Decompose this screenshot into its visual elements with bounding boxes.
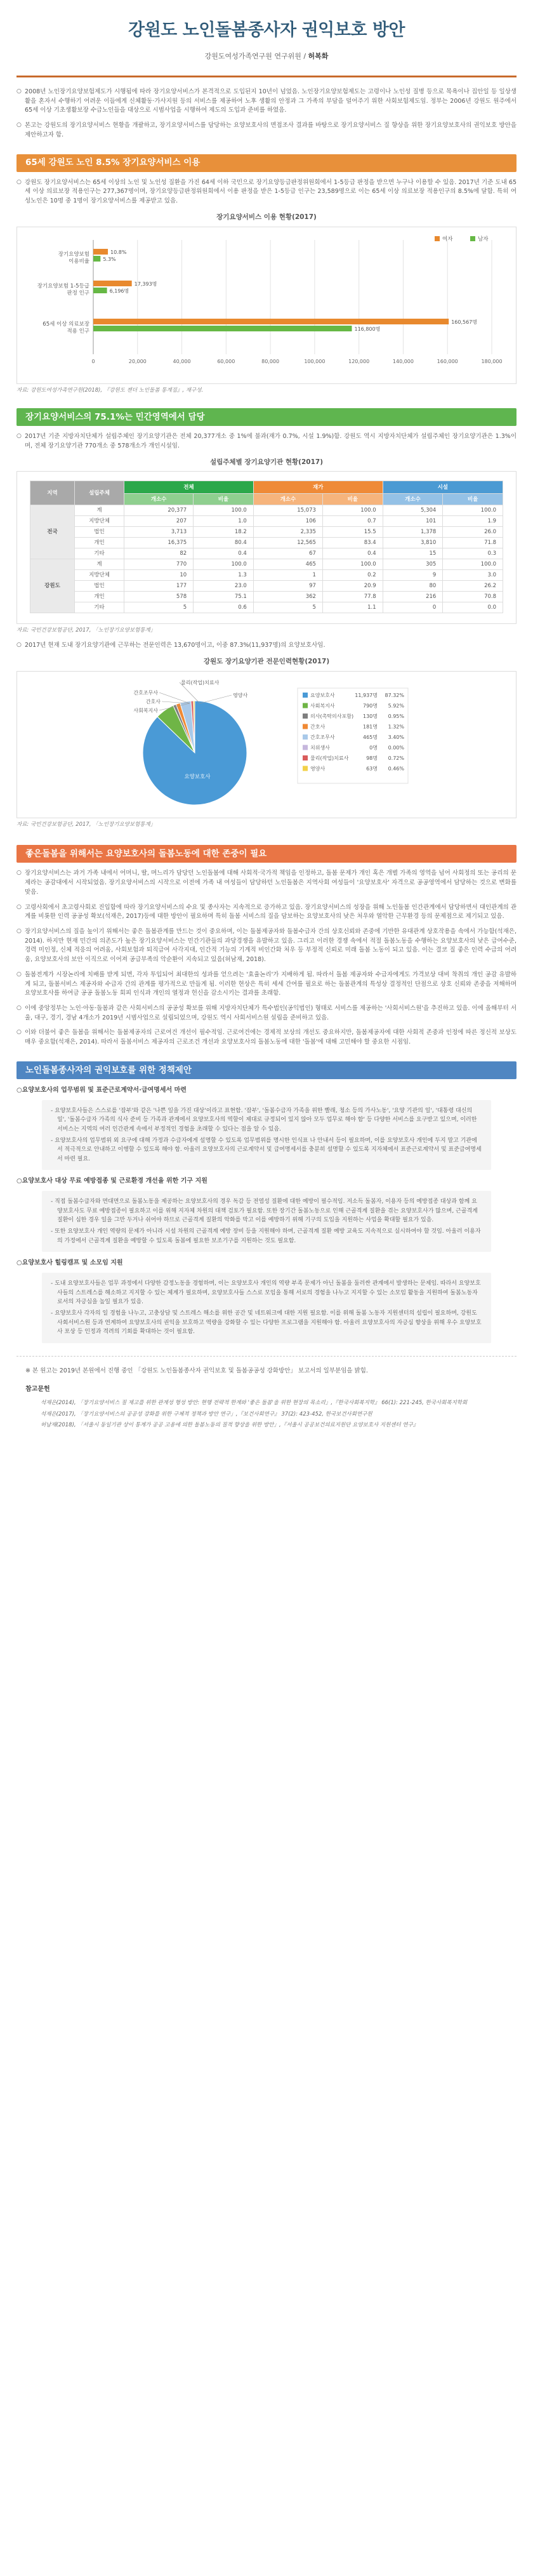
table-row (30, 538, 503, 548)
table-value-cell: 100.0 (443, 559, 503, 570)
pie-label: 요양보호사 (184, 773, 211, 780)
table-value-cell: 15 (383, 548, 443, 559)
section-paragraph: ○ 2017년 기준 지방자치단체가 설립주체인 장기요양기관은 전체 20,377개소 중 1%에 불과(재가 0.7%, 시설 1.9%)함. 강원도 역시 지방자치단체가 설립주체인 장기요양기관은 1.3%이며, 전체 장기요양기관 770개소 중 578개소가 개인시설임. (16, 432, 517, 451)
legend-percent: 0.72% (388, 755, 404, 761)
table-value-cell: 100.0 (322, 505, 383, 516)
table-value-cell: 1.0 (194, 516, 254, 527)
proposal-heading: ○ 요양보호사의 업무범위 및 표준근로계약서·급여명세서 마련 (16, 1086, 517, 1095)
author-line: 강원도여성가족연구원 연구위원 / 허복화 (204, 51, 329, 60)
table-value-cell: 5,304 (383, 505, 443, 516)
section-paragraph: ○ 돌봄전계가 시장논리에 치배를 받게 되면, 각자 투입되어 최대한의 성과를 얻으려는 '효율논리'가 지배하게 됨. 따라서 돌봄 제공자와 수급자에게도 가격보상 대비 착취의 개인 공감 유발하게 되고, 돌봄서비스 제공자와 수급자 간의 관계를 평가적으로 만들게 됨. 이러한 현상은 특히 세세 간여를 필요로 하는 돌봄관계의 특성상 결정적인 단점으로 상호 신뢰와 존중을 저해하며 요양보호사를 하여금 공공 돌봄노동 회피 인식과 개인의 열정과 헌신을 감소시키는 결과를 초래함. (16, 971, 517, 999)
table-value-cell: 23.0 (194, 581, 254, 592)
proposal-heading: ○ 요양보호사 대상 무료 예방접종 및 근로환경 개선을 위한 기구 지원 (16, 1176, 517, 1186)
reference-item: 허남재(2018), 「서울시 동일기관 상이 통계가 공공 고용에 의한 돌봄노동의 질적 향상을 위한 방안」,『서울시 공공보건의료지원단 요양보호사 지원센터 연구』 (41, 1421, 419, 1428)
table-value-cell: 5 (253, 602, 322, 613)
section-paragraph: ○ 이에 중앙정부는 노인·아동·돌봄과 같은 사회서비스의 공공성 확보를 위해 지방자치단체가 특수법인(공익법인) 형태로 서비스를 제공하는 '사회서비스원'을 추진하고 있음. 이에 올해부터 서울, 대구, 경기, 경남 4개소가 2019년 시범사업으로 설립되었으며, 강원도 역시 사회서비스원 설립을 준비하고 있음. (16, 1004, 517, 1023)
category-label: 장기요양보험 이용비율 (58, 251, 89, 265)
legend-swatch (303, 766, 308, 771)
intro-paragraph: ○ 2008년 노인장기요양보험제도가 시행됨에 따라 장기요양서비스가 본격적으로 도입된지 10년이 넘었음. 노인장기요양보험제도는 고령이나 노인성 질병 등으로 목욕이나 집안일 등 일상생활을 혼자서 수행하기 어려운 이들에게 신체활동·가사지원 등의 서비스를 제공하여 노후 생활의 안정과 그 가족의 부담을 덜어주기 위한 사회보험제도임. 정부는 2006년 강원도 원주에서 65세 이상 기초생활보장 수급노인들을 대상으로 시범사업을 시행하여 제도의 도입과 준비를 하였음. (16, 88, 517, 116)
legend-swatch (470, 236, 475, 241)
section-body (16, 1086, 517, 1343)
section-body (16, 869, 517, 1047)
table-value-cell: 80 (383, 581, 443, 592)
table-region-cell: 강원도 (30, 559, 75, 613)
table-value-cell: 0.2 (322, 570, 383, 581)
table-value-cell: 82 (124, 548, 194, 559)
legend-label: 의사(촉탁의사포함) (310, 713, 354, 719)
category-label: 장기요양보험 1-5등급 판정 인구 (37, 282, 89, 296)
legend-percent: 3.40% (388, 734, 404, 740)
table-value-cell: 465 (253, 559, 322, 570)
table-value-cell: 12,565 (253, 538, 322, 548)
pie-chart (17, 672, 516, 818)
table-type-cell: 계 (75, 505, 124, 516)
bar-data-label: 5.3% (103, 256, 116, 262)
x-tick-label: 160,000 (437, 358, 458, 364)
subheader: 비율 (443, 494, 503, 505)
bar (93, 256, 100, 262)
bar (93, 249, 108, 255)
table-value-cell: 1.9 (443, 516, 503, 527)
table-value-cell: 3,713 (124, 527, 194, 538)
bar-data-label: 17,393명 (134, 281, 157, 287)
pie-chart-box (16, 671, 517, 818)
table-value-cell: 26.0 (443, 527, 503, 538)
legend-swatch (303, 734, 308, 740)
table-value-cell: 16,375 (124, 538, 194, 548)
proposal-detail: - 요양보호사 각자의 일 경험을 나누고, 고충상담 및 스트레스 해소를 위한 공간 및 네트워크에 대한 지원 필요함. 이를 위해 돌봄 노동자 지원센터의 설립이 필요하며, 강원도 사회서비스원 등과 연계하여 요양보호사의 권익을 보호하고 역량을 강화할 수 있는 다양한 프로그램을 지원해야 함. 아울러 요양보호사의 자긍심 향상을 위해 우수 요양보호사 포상 등 인정과 격려의 기회를 확대하는 것이 필요함. (51, 1309, 482, 1336)
table-value-cell: 1,378 (383, 527, 443, 538)
chart-source: 자료: 국민건강보험공단, 2017, 「노인장기요양보험통계」 (16, 821, 156, 828)
chart-title: 장기요양서비스 이용 현황(2017) (216, 213, 317, 221)
proposal-detail: - 요양보호사의 업무범위 외 요구에 대해 가정과 수급자에게 설명할 수 있도록 업무범위를 명시한 인식표 나 안내서 등이 필요하며, 이를 요양보호사 개인에 두지 말고 기관에서 적극적으로 안내하고 이행할 수 있도록 해야 함. 아울러 요양보호사의 근로계약서 및 급여명세서를 충분히 설명할 수 있도록 지자체에서 표준근로계약서 및 표준급여명세서 마련 필요. (51, 1136, 482, 1164)
table-value-cell: 3.0 (443, 570, 503, 581)
legend-swatch (303, 714, 308, 719)
bar-data-label: 160,567명 (451, 319, 478, 325)
legend-label: 영양사 (310, 766, 326, 772)
table-value-cell: 0.0 (443, 602, 503, 613)
table-value-cell: 100.0 (443, 505, 503, 516)
page-title: 강원도 노인돌봄종사자 권익보호 방안 (128, 20, 405, 40)
references-title: 참고문헌 (25, 1386, 50, 1393)
table-value-cell: 15.5 (322, 527, 383, 538)
legend-label: 치위생사 (310, 745, 330, 751)
section-paragraph: ○ 이와 더불어 좋은 돌봄을 위해서는 돌봄제공자의 근로여건 개선이 필수적임. 근로여건에는 경제적 보상의 개선도 중요하지만, 돌봄제공자에 대한 사회적 존중과 인정에 따른 정신적 보상도 매우 중요함(석재은, 2014). 따라서 돌봄서비스 제공자의 근로조건 개선과 요양보호사의 돌봄노동에 대한 '돌봄'에 대해 고민해야 할 중요한 시점임. (16, 1028, 517, 1047)
x-tick-label: 60,000 (217, 358, 235, 364)
legend-label: 사회복지사 (310, 703, 335, 709)
x-tick-label: 180,000 (481, 358, 503, 364)
subheader: 개소수 (253, 494, 322, 505)
table-value-cell: 1.1 (322, 602, 383, 613)
section-heading: 노인돌봄종사자의 권익보호를 위한 정책제안 (16, 1061, 517, 1079)
bar-data-label: 116,800명 (354, 326, 381, 332)
table-value-cell: 1.3 (194, 570, 254, 581)
subheader: 비율 (322, 494, 383, 505)
legend-label: 요양보호사 (310, 692, 335, 698)
x-tick-label: 80,000 (261, 358, 280, 364)
table-value-cell: 305 (383, 559, 443, 570)
bar (93, 281, 132, 286)
table-value-cell: 80.4 (194, 538, 254, 548)
table-value-cell: 3,810 (383, 538, 443, 548)
header-home: 재가 (253, 481, 383, 494)
table-title: 설립주체별 장기요양기관 현황(2017) (210, 458, 323, 466)
table-value-cell: 207 (124, 516, 194, 527)
proposal-heading: ○ 요양보호사 힐링캠프 및 소모임 지원 (16, 1258, 517, 1268)
table-row (30, 505, 503, 516)
subheader: 개소수 (124, 494, 194, 505)
proposal-detail: - 요양보호사들은 스스로를 '잡부'와 같은 '나쁜 일을 가진 대상'이라고 표현함. '잡부', '돌봄수급자 가족을 위한 빨래, 청소 등의 가사노동', '요양 기관의 일', '대통령 대신의 일', '돌봄수급자 가족의 식사 준비 등 가족과 관계에서 요양보호사의 역할이 제대로 규정되어 있지 않아 모두 업무로 해야 함' 등 다양한 서비스를 요구받고 있으며, 이러한 서비스는 지역의 여러 인간관계 속에서 부정적인 경험을 초래할 수 있다는 점을 알 수 있음. (51, 1106, 482, 1134)
table-value-cell: 26.2 (443, 581, 503, 592)
pie-leader-line (200, 695, 232, 703)
pie-label: 영양사 (233, 692, 248, 698)
table-value-cell: 177 (124, 581, 194, 592)
proposal-box (42, 1191, 491, 1252)
table-row (30, 516, 503, 527)
section-heading: 65세 강원도 노인 8.5% 장기요양서비스 이용 (16, 154, 517, 172)
legend-value: 181명 (363, 724, 378, 730)
legend-swatch (303, 755, 308, 760)
table-type-cell: 계 (75, 559, 124, 570)
chart-source: 자료: 강원도여성가족연구원(2018), 『강원도 젠더 노인돌봄 통계집』, 재구성. (16, 387, 204, 394)
section-paragraph: ○ 장기요양서비스는 과거 가족 내에서 어머니, 딸, 며느리가 담당던 노인돌봄에 대해 사회적·국가적 책임을 인정하고, 돌봄 문제가 개인 혹은 개별 가족의 영역을 넘어 사회정의 또는 공리의 문제라는 공감대에서 시작되었음. 장기요양서비스의 시작으로 이전에 가족 내 여성들이 담당하던 노인돌봄은 지역사회 여성들이 '요양보호사' 자격으로 공공영역에서 담당하는 것으로 변화를 맞음. (16, 869, 517, 897)
table-value-cell: 100.0 (322, 559, 383, 570)
legend-label: 여자 (442, 236, 453, 242)
x-tick-label: 100,000 (304, 358, 326, 364)
table-type-cell: 법인 (75, 527, 124, 538)
table-row (30, 548, 503, 559)
table-row (30, 570, 503, 581)
reference-item: 석재은(2014), 「장기요양서비스 질 제고를 위한 관계성 형성 방안: 현행 전략적 한계와 '좋은 돌봄'을 위한 현장의 목소리」,『한국사회복지학』 66(1): 221-245, 한국사회복지학회 (41, 1400, 468, 1407)
table-value-cell: 578 (124, 592, 194, 602)
section-paragraph: ○ 강원도 장기요양서비스는 65세 이상의 노인 및 노인성 질환을 가진 64세 이하 국민으로 장기요양등급판정위원회에서 1-5등급 판정을 받으면 누구나 이용할 수 있음. 2017년 기준 도내 65세 이상 의료보장 적용인구는 277,367명이며, 장기요양등급판정위원회에서 이용 판정을 받은 1-5등급 인구는 23,589명으로 이는 65세 이상 의료보장 적용인구의 8.5%에 달함. 특히 여성노인은 10명 중 1명이 장기요양서비스를 제공받고 있음. (16, 178, 517, 206)
table-value-cell: 0.7 (322, 516, 383, 527)
table-value-cell: 0.4 (194, 548, 254, 559)
legend-value: 0명 (369, 745, 378, 751)
table-value-cell: 9 (383, 570, 443, 581)
table-value-cell: 67 (253, 548, 322, 559)
legend-label: 간호조무사 (310, 734, 335, 740)
table-type-cell: 지방단체 (75, 516, 124, 527)
table-type-cell: 기타 (75, 548, 124, 559)
proposal-box (42, 1100, 491, 1170)
proposal-detail: - 도내 요양보호사들은 업무 과정에서 다양한 감정노동을 경험하며, 이는 요양보호사 개인의 역량 부족 문제가 아닌 돌봄을 둘러싼 관계에서 발생하는 문제임. 따라서 요양보호사들의 스트레스를 해소하고 지지할 수 있는 체계가 필요하며, 요양보호사들 스스로 모임을 통해 서로의 경험을 나누고 지지할 수 있는 소모임 활동을 지원하여 돌봄노동자로서의 자긍심을 높일 필요가 있음. (51, 1279, 482, 1306)
bar-data-label: 10.8% (110, 249, 127, 255)
header-divider (16, 76, 517, 77)
pie-label: 물리(작업)치료사 (181, 679, 220, 686)
section-paragraph: ○ 2017년 현재 도내 장기요양기관에 근무하는 전문인력은 13,670명이고, 이중 87.3%(11,937명)의 요양보호사임. (16, 641, 517, 651)
table-value-cell: 77.8 (322, 592, 383, 602)
table-value-cell: 97 (253, 581, 322, 592)
table-type-cell: 법인 (75, 581, 124, 592)
table-type-cell: 기타 (75, 602, 124, 613)
table-box (16, 471, 517, 624)
x-tick-label: 120,000 (348, 358, 370, 364)
table-value-cell: 20,377 (124, 505, 194, 516)
header (0, 0, 533, 77)
legend-value: 465명 (363, 734, 378, 740)
legend-percent: 1.32% (388, 724, 404, 730)
pie-label: 간호사 (145, 698, 161, 705)
table-region-cell: 전국 (30, 505, 75, 559)
table-type-cell: 개인 (75, 592, 124, 602)
table-value-cell: 0.3 (443, 548, 503, 559)
table-value-cell: 106 (253, 516, 322, 527)
table-row (30, 581, 503, 592)
legend-percent: 0.00% (388, 745, 404, 751)
bar-chart-box (16, 227, 517, 384)
table-value-cell: 1 (253, 570, 322, 581)
legend-swatch (303, 693, 308, 698)
reference-item: 석재은(2017), 「장기요양서비스의 공공성 강화를 위한 구체적 정책과 방안 연구」,『보건사회연구』 37(2): 423-452, 한국보건사회연구원 (41, 1411, 372, 1417)
table-value-cell: 101 (383, 516, 443, 527)
table-value-cell: 0.6 (194, 602, 254, 613)
legend-label: 남자 (478, 236, 489, 242)
x-tick-label: 20,000 (128, 358, 147, 364)
x-tick-label: 140,000 (392, 358, 414, 364)
table-value-cell: 83.4 (322, 538, 383, 548)
legend-label: 간호사 (310, 724, 326, 730)
intro (0, 88, 533, 140)
legend-percent: 87.32% (385, 692, 404, 698)
table-value-cell: 5 (124, 602, 194, 613)
table-value-cell: 0 (383, 602, 443, 613)
legend-value: 11,937명 (355, 692, 378, 698)
legend-percent: 5.92% (388, 703, 404, 709)
legend-swatch (303, 745, 308, 750)
pie-label: 간호조무사 (133, 689, 158, 696)
table-source: 자료: 국민건강보험공단, 2017, 「노인장기요양보험통계」 (16, 627, 156, 634)
header-total: 전체 (124, 481, 254, 494)
reference-list (16, 1399, 517, 1429)
proposal-detail: - 또한 요양보호사 개인 역량의 문제가 아니라 시설 차원의 근골격계 예방 장비 등을 지원해야 하며, 근골격계 질환 예방 교육도 지속적으로 실시하여야 할 것임. 아울러 이용자의 가정에서 근골격계 질환을 예방할 수 있도록 돌봄에 필요한 보조기구를 지원하는 것도 필요함. (51, 1227, 482, 1245)
section-paragraph: ○ 장기요양서비스의 질을 높이기 위해서는 좋은 돌봄관계를 만드는 것이 중요하며, 이는 돌봄제공자와 돌봄수급자 간의 상호신뢰와 존중에 기반한 유대관계 상호작용을 속에서 가능함(석재은, 2014). 하지만 현재 민간의 의존도가 높은 장기요양서비스는 민간기관들의 과당경쟁을 유발하고 있음. 그리고 이러한 경쟁 속에서 적절 돌봄노동을 수행하는 요양보호사의 낮은 급여수준, 경력 미인정, 신체 적응의 어려움, 사회보험과 퇴직급여 사각지대, 인간적 기능의 기계적 비인간화 처우 등 부정적 신뢰로 미래 돌봄 노동이 되고 있음. 이는 결코 질 좋은 인력 수급의 어려움, 요양보호사의 보안 이직으로 이어져 공급부족의 악순환이 지속되고 있음(허남재, 2018). (16, 927, 517, 965)
table-value-cell: 100.0 (194, 505, 254, 516)
table-value-cell: 770 (124, 559, 194, 570)
section-heading: 좋은돌봄을 위해서는 요양보호사의 돌봄노동에 대한 존중이 필요 (16, 845, 517, 863)
x-tick-label: 40,000 (173, 358, 191, 364)
legend-swatch (303, 724, 308, 729)
subheader: 개소수 (383, 494, 443, 505)
proposal-detail: - 직접 돌봄수급자와 면대면으로 돌봄노동을 제공하는 요양보호사의 경우 독감 등 전염성 질환에 대한 예방이 필수적임. 저소득 돌봄자, 이용자 등의 예방접종 대상과 함께 요양보호사도 무료 예방접종이 필요하고 이를 위해 지자체 차원의 대책 검토가 필요함. 또한 장기간 돌봄노동으로 인해 근골격계 질환을 겪는 요양보호사가 많으며, 근골격계 질환이 심한 경우 일을 그만 두거나 쉬어야 하므로 근골격계 질환의 악화를 막고 이를 예방하기 위해 기구의 도입을 지원하는 사업을 확대할 필요가 있음. (51, 1197, 482, 1225)
legend-value: 63명 (366, 766, 378, 772)
legend-value: 98명 (366, 755, 378, 761)
legend-percent: 0.95% (388, 713, 404, 719)
table-type-cell: 개인 (75, 538, 124, 548)
affiliation: 강원도여성가족연구원 연구위원 (204, 51, 301, 60)
legend-value: 130명 (363, 713, 378, 719)
institution-table (30, 481, 503, 613)
table-value-cell: 100.0 (194, 559, 254, 570)
footnote: ※ 본 원고는 2019년 본원에서 진행 중인 「강원도 노인돌봄종사자 권익보호 및 돌봄공공성 강화방안」 보고서의 일부분임을 밝힘. (25, 1367, 368, 1374)
legend-label: 물리(작업)치료사 (310, 755, 349, 761)
bar (93, 326, 352, 331)
bar-data-label: 6,196명 (109, 288, 129, 294)
table-value-cell: 2,335 (253, 527, 322, 538)
section-heading: 장기요양서비스의 75.1%는 민간영역에서 담당 (16, 408, 517, 426)
bar-chart (17, 227, 516, 383)
table-type-cell: 지방단체 (75, 570, 124, 581)
table-value-cell: 0.4 (322, 548, 383, 559)
header-region: 지역 (30, 481, 75, 505)
intro-paragraph: ○ 본고는 강원도의 장기요양서비스 현황을 개괄하고, 장기요양서비스를 담당하는 요양보호사의 면접조사 결과를 바탕으로 장기요양서비스 질 향상을 위한 장기요양보호사의 권익보호 방안을 제안하고자 함. (16, 121, 517, 140)
references (0, 1356, 533, 1430)
table-row (30, 592, 503, 602)
table-row (30, 559, 503, 570)
chart-title: 강원도 장기요양기관 전문인력현황(2017) (203, 657, 330, 665)
table-value-cell: 10 (124, 570, 194, 581)
category-label: 65세 이상 의료보장 적용 인구 (43, 321, 89, 335)
table-row (30, 527, 503, 538)
table-value-cell: 70.8 (443, 592, 503, 602)
bar (93, 319, 449, 324)
table-value-cell: 71.8 (443, 538, 503, 548)
subheader: 비율 (194, 494, 254, 505)
header-type: 설립주체 (75, 481, 124, 505)
section-paragraph: ○ 고령사회에서 초고령사회로 진입함에 따라 장기요양서비스의 수요 및 종사자는 지속적으로 증가하고 있음. 장기요양서비스의 성장을 위해 노인돌봄 인간관계에서 담당하면서 대인관계의 관계를 비롯한 인력 공공성 확보(석재은, 2017)등에 대한 방안이 필요하며 특히 돌봄 서비스의 질을 담보하는 요양보호사의 낮은 처우와 열악한 근무환경 등의 문제점으로 제기되고 있음. (16, 903, 517, 922)
table-value-cell: 216 (383, 592, 443, 602)
legend-value: 790명 (363, 703, 378, 709)
table-value-cell: 15,073 (253, 505, 322, 516)
bar (93, 288, 107, 293)
table-value-cell: 18.2 (194, 527, 254, 538)
table-value-cell: 75.1 (194, 592, 254, 602)
pie-label: 사회복지사 (133, 707, 158, 714)
table-value-cell: 362 (253, 592, 322, 602)
legend-swatch (303, 703, 308, 708)
author-name: 허복화 (308, 51, 329, 60)
header-facility: 시설 (383, 481, 503, 494)
legend-percent: 0.46% (388, 766, 404, 772)
proposal-box (42, 1273, 491, 1343)
legend-swatch (435, 236, 440, 241)
x-tick-label: 0 (91, 358, 95, 364)
table-row (30, 602, 503, 613)
table-value-cell: 20.9 (322, 581, 383, 592)
